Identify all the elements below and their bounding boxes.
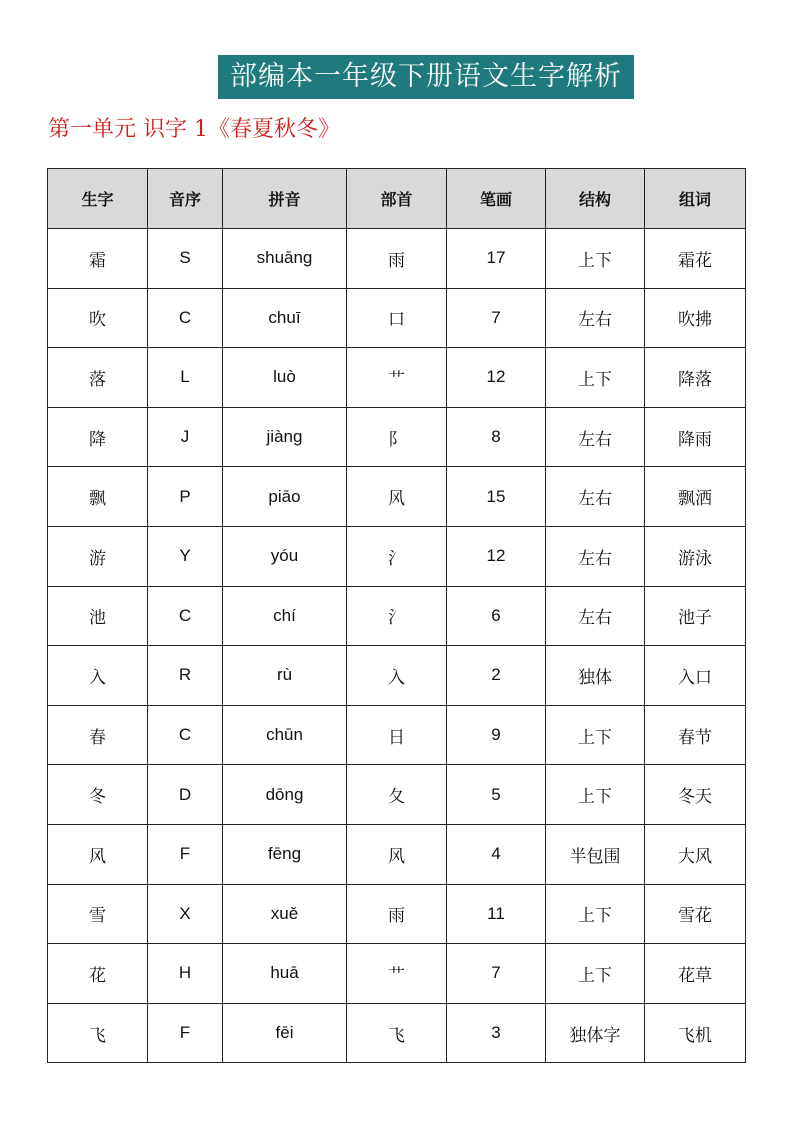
table-row — [48, 288, 746, 348]
cell-structure: 上下 — [546, 705, 645, 765]
column-header-strokes: 笔画 — [447, 169, 546, 229]
column-header-character: 生字 — [48, 169, 148, 229]
cell-strokes: 6 — [447, 586, 546, 646]
cell-structure: 独体 — [546, 646, 645, 706]
cell-words: 飞机 — [645, 1003, 746, 1063]
table-row — [48, 705, 746, 765]
cell-initial: C — [148, 705, 223, 765]
cell-character: 冬 — [48, 765, 148, 825]
table-body — [48, 229, 746, 1063]
cell-words: 吹拂 — [645, 288, 746, 348]
cell-character: 吹 — [48, 288, 148, 348]
cell-radical: 口 — [347, 288, 447, 348]
cell-strokes: 8 — [447, 407, 546, 467]
cell-strokes: 15 — [447, 467, 546, 527]
cell-words: 雪花 — [645, 884, 746, 944]
cell-words: 游泳 — [645, 526, 746, 586]
cell-pinyin: piāo — [223, 467, 347, 527]
cell-radical: 夂 — [347, 765, 447, 825]
cell-structure: 半包围 — [546, 824, 645, 884]
cell-initial: R — [148, 646, 223, 706]
cell-structure: 左右 — [546, 467, 645, 527]
column-header-words: 组词 — [645, 169, 746, 229]
cell-initial: J — [148, 407, 223, 467]
cell-character: 飘 — [48, 467, 148, 527]
cell-pinyin: chūn — [223, 705, 347, 765]
table-row — [48, 526, 746, 586]
character-table — [47, 168, 746, 1063]
cell-strokes: 9 — [447, 705, 546, 765]
cell-words: 大风 — [645, 824, 746, 884]
cell-character: 霜 — [48, 229, 148, 289]
cell-pinyin: xuě — [223, 884, 347, 944]
cell-pinyin: jiàng — [223, 407, 347, 467]
cell-words: 飘洒 — [645, 467, 746, 527]
cell-strokes: 12 — [447, 348, 546, 408]
cell-radical: 风 — [347, 824, 447, 884]
cell-initial: C — [148, 288, 223, 348]
table-row — [48, 646, 746, 706]
cell-character: 游 — [48, 526, 148, 586]
cell-character: 雪 — [48, 884, 148, 944]
cell-character: 池 — [48, 586, 148, 646]
table-header-row — [48, 169, 746, 229]
cell-strokes: 4 — [447, 824, 546, 884]
cell-initial: D — [148, 765, 223, 825]
cell-radical: 风 — [347, 467, 447, 527]
cell-structure: 独体字 — [546, 1003, 645, 1063]
cell-strokes: 12 — [447, 526, 546, 586]
cell-pinyin: huā — [223, 944, 347, 1004]
cell-radical: 雨 — [347, 229, 447, 289]
cell-initial: F — [148, 824, 223, 884]
cell-strokes: 11 — [447, 884, 546, 944]
cell-character: 飞 — [48, 1003, 148, 1063]
cell-strokes: 5 — [447, 765, 546, 825]
cell-strokes: 3 — [447, 1003, 546, 1063]
cell-strokes: 17 — [447, 229, 546, 289]
table-row — [48, 884, 746, 944]
cell-initial: Y — [148, 526, 223, 586]
cell-radical: 日 — [347, 705, 447, 765]
cell-words: 春节 — [645, 705, 746, 765]
table-row — [48, 229, 746, 289]
cell-words: 霜花 — [645, 229, 746, 289]
cell-pinyin: shuāng — [223, 229, 347, 289]
table-row — [48, 348, 746, 408]
cell-pinyin: yóu — [223, 526, 347, 586]
cell-words: 花草 — [645, 944, 746, 1004]
cell-radical: 阝 — [347, 407, 447, 467]
cell-structure: 左右 — [546, 586, 645, 646]
page-title-banner: 部编本一年级下册语文生字解析 — [218, 55, 634, 99]
table-row — [48, 824, 746, 884]
cell-radical: 飞 — [347, 1003, 447, 1063]
cell-character: 春 — [48, 705, 148, 765]
column-header-initial: 音序 — [148, 169, 223, 229]
cell-initial: L — [148, 348, 223, 408]
cell-character: 落 — [48, 348, 148, 408]
cell-structure: 上下 — [546, 884, 645, 944]
table-row — [48, 467, 746, 527]
cell-structure: 上下 — [546, 944, 645, 1004]
cell-character: 降 — [48, 407, 148, 467]
cell-character: 风 — [48, 824, 148, 884]
cell-pinyin: chuī — [223, 288, 347, 348]
cell-words: 池子 — [645, 586, 746, 646]
cell-initial: C — [148, 586, 223, 646]
cell-strokes: 7 — [447, 288, 546, 348]
table-row — [48, 1003, 746, 1063]
table-row — [48, 765, 746, 825]
cell-pinyin: dōng — [223, 765, 347, 825]
cell-radical: 氵 — [347, 526, 447, 586]
cell-strokes: 2 — [447, 646, 546, 706]
cell-structure: 左右 — [546, 526, 645, 586]
cell-strokes: 7 — [447, 944, 546, 1004]
cell-pinyin: rù — [223, 646, 347, 706]
table-row — [48, 944, 746, 1004]
section-title: 第一单元 识字 1《春夏秋冬》 — [48, 117, 340, 142]
column-header-structure: 结构 — [546, 169, 645, 229]
cell-words: 冬天 — [645, 765, 746, 825]
cell-radical: 氵 — [347, 586, 447, 646]
cell-character: 花 — [48, 944, 148, 1004]
cell-structure: 左右 — [546, 407, 645, 467]
column-header-pinyin: 拼音 — [223, 169, 347, 229]
cell-character: 入 — [48, 646, 148, 706]
column-header-radical: 部首 — [347, 169, 447, 229]
cell-structure: 上下 — [546, 348, 645, 408]
cell-structure: 上下 — [546, 229, 645, 289]
cell-pinyin: chí — [223, 586, 347, 646]
cell-initial: X — [148, 884, 223, 944]
cell-radical: 入 — [347, 646, 447, 706]
cell-initial: P — [148, 467, 223, 527]
table-row — [48, 586, 746, 646]
cell-initial: H — [148, 944, 223, 1004]
table-row — [48, 407, 746, 467]
cell-initial: F — [148, 1003, 223, 1063]
cell-pinyin: luò — [223, 348, 347, 408]
cell-words: 降雨 — [645, 407, 746, 467]
cell-structure: 左右 — [546, 288, 645, 348]
cell-pinyin: fēi — [223, 1003, 347, 1063]
cell-radical: 艹 — [347, 944, 447, 1004]
cell-words: 入口 — [645, 646, 746, 706]
cell-initial: S — [148, 229, 223, 289]
cell-radical: 艹 — [347, 348, 447, 408]
cell-radical: 雨 — [347, 884, 447, 944]
cell-structure: 上下 — [546, 765, 645, 825]
cell-words: 降落 — [645, 348, 746, 408]
cell-pinyin: fēng — [223, 824, 347, 884]
